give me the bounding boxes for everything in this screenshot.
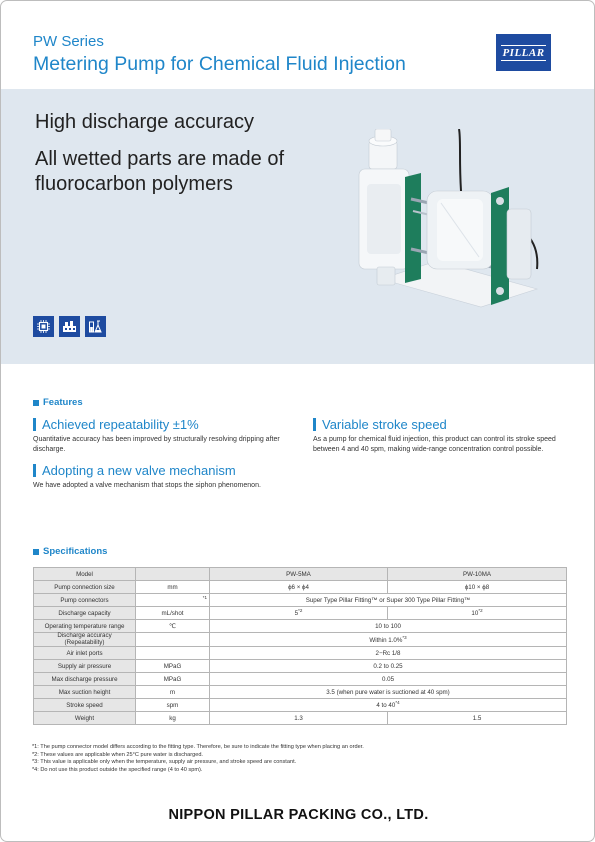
table-row [34,686,567,699]
feature-bar-icon [313,418,316,431]
row-unit: spm [136,699,210,712]
value-text: 10 [471,610,479,618]
specifications-heading [33,546,107,557]
pillar-logo [496,34,551,71]
table-row [34,673,567,686]
row-value: 1.3 [210,712,388,725]
footnotes [32,744,364,774]
heading-square-icon [33,549,39,555]
row-value: 0.05 [210,673,567,686]
factory-icon [59,316,80,337]
row-value [210,607,388,620]
feature-title: Achieved repeatability ±1% [42,417,199,432]
feature-valve [33,463,283,491]
row-label: Weight [34,712,136,725]
header-pw5ma: PW-5MA [210,568,388,581]
row-value: 10 to 100 [210,620,567,633]
table-row [34,647,567,660]
table-row [34,620,567,633]
feature-repeatability [33,417,283,454]
row-label-text: Pump connectors [60,596,109,604]
logo-text: PILLAR [502,46,545,59]
features-heading-label: Features [43,397,83,408]
company-name: NIPPON PILLAR PACKING CO., LTD. [168,807,429,823]
row-label [34,633,136,647]
row-label: Discharge capacity [34,607,136,620]
specifications-heading-label: Specifications [43,546,108,557]
row-unit: MPaG [136,673,210,686]
row-label [34,594,136,607]
application-icons [33,316,106,337]
row-note [136,594,210,607]
row-value [210,633,567,647]
series-name: PW Series [33,33,104,50]
headline-accuracy: High discharge accuracy [35,111,254,133]
table-row [34,699,567,712]
row-label: Operating temperature range [34,620,136,633]
row-unit [136,647,210,660]
footnote-ref: *2 [478,608,483,614]
footnote: *4: Do not use this product outside the specified range (4 to 40 spm). [32,766,203,773]
footnote-ref: *4 [395,700,400,706]
lab-icon [85,316,106,337]
value-text: Within 1.0% [369,637,403,645]
row-label-text: Discharge accuracy [57,632,112,639]
row-unit: ℃ [136,620,210,633]
table-row [34,633,567,647]
row-label: Air inlet ports [34,647,136,660]
table-header-row [34,568,567,581]
footnote: *3: This value is applicable only when the temperature, supply air pressure, and stroke speed are constant. [32,759,297,766]
heading-square-icon [33,400,39,406]
specifications-table [33,567,567,725]
row-value: ϕ10 × ϕ8 [388,581,567,594]
row-label-text: (Repeatability) [64,638,105,646]
footnote-ref: *1 [202,595,207,601]
headline-materials: All wetted parts are made of fluorocarbon polymers [35,148,285,195]
header-model: Model [34,568,136,581]
row-unit: m [136,686,210,699]
row-unit: kg [136,712,210,725]
row-value: 0.2 to 0.25 [210,660,567,673]
feature-bar-icon [33,464,36,477]
header-pw10ma: PW-10MA [388,568,567,581]
row-value: 3.5 (when pure water is suctioned at 40 spm) [210,686,567,699]
row-unit: MPaG [136,660,210,673]
value-text: 5 [294,610,299,618]
feature-title: Variable stroke speed [322,417,447,432]
hero-banner [1,89,595,364]
table-row [34,581,567,594]
feature-body: Quantitative accuracy has been improved by structurally resolving dripping after discharge. [33,436,280,453]
row-unit: mL/shot [136,607,210,620]
features-heading [33,397,83,408]
row-label: Max suction height [34,686,136,699]
feature-body: As a pump for chemical fluid injection, this product can control its stroke speed between 4 and 40 spm, making wide-range concentration control possible. [313,436,556,453]
row-value: 2−Rc 1/8 [210,647,567,660]
footnote-ref: *2 [298,608,303,614]
pump-product-image [341,129,561,344]
table-row [34,607,567,620]
footnote: *1: The pump connector model differs according to the fitting type. Therefore, be sure to indicate the fitting type when placing an order. [32,744,364,750]
feature-bar-icon [33,418,36,431]
value-text: 4 to 40 [376,702,396,710]
row-value [388,607,567,620]
footnote: *2: These values are applicable when 25°C pure water is discharged. [32,751,203,758]
row-label: Pump connection size [34,581,136,594]
row-value: ϕ6 × ϕ4 [210,581,388,594]
row-label: Max discharge pressure [34,673,136,686]
row-label: Supply air pressure [34,660,136,673]
table-row [34,594,567,607]
feature-body: We have adopted a valve mechanism that stops the siphon phenomenon. [33,482,261,489]
row-label: Stroke speed [34,699,136,712]
page-header [1,1,595,89]
row-unit [136,633,210,647]
semiconductor-icon [33,316,54,337]
feature-stroke-speed [313,417,563,454]
footnote-ref: *3 [402,634,407,640]
page-title: Metering Pump for Chemical Fluid Injection [33,53,406,75]
feature-title: Adopting a new valve mechanism [42,463,236,478]
row-unit: mm [136,581,210,594]
row-value: Super Type Pillar Fitting™ or Super 300 Type Pillar Fitting™ [210,594,567,607]
row-value [210,699,567,712]
header-unit [136,568,210,581]
row-value: 1.5 [388,712,567,725]
table-row [34,660,567,673]
table-row [34,712,567,725]
